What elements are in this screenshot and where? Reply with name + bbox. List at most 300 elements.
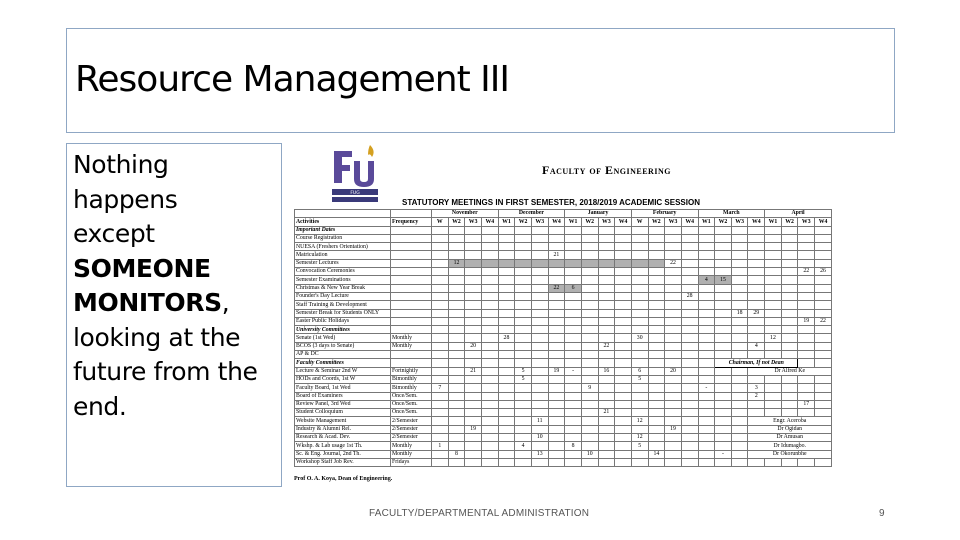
week-cell bbox=[781, 458, 798, 466]
week-cell bbox=[481, 409, 498, 417]
week-cell bbox=[565, 334, 582, 342]
week-cell bbox=[432, 409, 449, 417]
week-cell bbox=[748, 243, 765, 251]
week-cell bbox=[648, 434, 665, 442]
week-cell bbox=[465, 384, 482, 392]
week-cell bbox=[565, 243, 582, 251]
week-cell bbox=[681, 392, 698, 400]
week-cell bbox=[631, 317, 648, 325]
week-cell bbox=[448, 409, 465, 417]
week-cell bbox=[548, 351, 565, 359]
week-cell bbox=[565, 400, 582, 408]
week-cell bbox=[615, 243, 632, 251]
week-cell bbox=[715, 317, 732, 325]
week-header: W2 bbox=[648, 218, 665, 226]
week-cell bbox=[815, 384, 832, 392]
week-cell bbox=[765, 259, 782, 267]
week-cell bbox=[665, 301, 682, 309]
week-cell bbox=[565, 342, 582, 350]
week-cell bbox=[698, 442, 715, 450]
week-cell bbox=[665, 326, 682, 334]
week-cell bbox=[665, 317, 682, 325]
week-cell bbox=[481, 243, 498, 251]
week-cell bbox=[481, 342, 498, 350]
week-cell bbox=[465, 317, 482, 325]
week-cell bbox=[432, 317, 449, 325]
week-header: W1 bbox=[565, 218, 582, 226]
week-cell bbox=[481, 334, 498, 342]
frequency-cell bbox=[391, 234, 432, 242]
week-cell bbox=[565, 409, 582, 417]
week-cell bbox=[765, 284, 782, 292]
week-cell bbox=[798, 259, 815, 267]
table-row bbox=[295, 384, 832, 392]
activity-cell: Board of Examiners bbox=[295, 392, 391, 400]
week-cell: 21 bbox=[548, 251, 565, 259]
week-cell bbox=[531, 392, 548, 400]
week-cell bbox=[748, 301, 765, 309]
slide-number: 9 bbox=[879, 508, 885, 519]
week-cell bbox=[781, 251, 798, 259]
week-cell bbox=[448, 458, 465, 466]
week-cell bbox=[731, 301, 748, 309]
week-cell bbox=[698, 234, 715, 242]
signoff: Prof O. A. Koya, Dean of Engineering. bbox=[294, 476, 393, 482]
week-cell bbox=[815, 251, 832, 259]
week-cell bbox=[548, 243, 565, 251]
week-cell bbox=[548, 375, 565, 383]
week-cell bbox=[665, 351, 682, 359]
week-cell bbox=[615, 226, 632, 234]
week-cell bbox=[648, 342, 665, 350]
slide-footer: FACULTY/DEPARTMENTAL ADMINISTRATION bbox=[369, 508, 590, 519]
frequency-cell: Monthly bbox=[391, 342, 432, 350]
week-cell bbox=[715, 326, 732, 334]
week-cell bbox=[615, 259, 632, 267]
week-cell bbox=[715, 417, 732, 425]
week-cell bbox=[465, 292, 482, 300]
week-cell bbox=[648, 375, 665, 383]
week-cell bbox=[698, 359, 715, 367]
week-cell bbox=[698, 375, 715, 383]
week-cell bbox=[748, 400, 765, 408]
week-cell bbox=[781, 342, 798, 350]
week-header: W1 bbox=[765, 218, 782, 226]
week-cell bbox=[448, 417, 465, 425]
week-cell bbox=[531, 234, 548, 242]
week-cell bbox=[565, 375, 582, 383]
week-cell bbox=[531, 334, 548, 342]
week-cell bbox=[465, 359, 482, 367]
week-cell bbox=[631, 309, 648, 317]
body-line-bold bbox=[73, 252, 275, 287]
table-row bbox=[295, 409, 832, 417]
week-cell bbox=[515, 434, 532, 442]
week-cell bbox=[548, 458, 565, 466]
week-cell bbox=[448, 359, 465, 367]
week-cell bbox=[765, 317, 782, 325]
week-cell bbox=[798, 351, 815, 359]
week-cell bbox=[465, 301, 482, 309]
week-cell bbox=[448, 425, 465, 433]
week-cell bbox=[781, 317, 798, 325]
week-cell bbox=[581, 243, 598, 251]
week-cell bbox=[565, 417, 582, 425]
week-header: W4 bbox=[681, 218, 698, 226]
frequency-cell bbox=[391, 268, 432, 276]
week-cell bbox=[648, 384, 665, 392]
week-cell bbox=[432, 309, 449, 317]
week-cell bbox=[665, 409, 682, 417]
week-cell bbox=[615, 292, 632, 300]
week-header: W3 bbox=[598, 218, 615, 226]
week-cell bbox=[615, 434, 632, 442]
week-cell bbox=[798, 309, 815, 317]
week-cell bbox=[815, 234, 832, 242]
week-cell bbox=[531, 425, 548, 433]
week-cell bbox=[615, 359, 632, 367]
comma: , bbox=[221, 288, 230, 317]
week-cell bbox=[498, 259, 515, 267]
week-cell bbox=[631, 284, 648, 292]
week-cell bbox=[781, 301, 798, 309]
week-cell bbox=[615, 450, 632, 458]
week-cell bbox=[781, 234, 798, 242]
week-header: W4 bbox=[815, 218, 832, 226]
week-cell bbox=[498, 425, 515, 433]
week-cell bbox=[698, 392, 715, 400]
week-cell bbox=[731, 450, 748, 458]
week-cell bbox=[432, 334, 449, 342]
week-cell bbox=[798, 409, 815, 417]
week-cell bbox=[581, 234, 598, 242]
week-cell bbox=[448, 226, 465, 234]
week-cell bbox=[681, 409, 698, 417]
week-header: W2 bbox=[448, 218, 465, 226]
week-cell bbox=[598, 268, 615, 276]
week-cell bbox=[548, 234, 565, 242]
activity-cell: AP & DC bbox=[295, 351, 391, 359]
week-cell bbox=[432, 292, 449, 300]
week-cell bbox=[498, 309, 515, 317]
frequency-cell bbox=[391, 301, 432, 309]
week-cell bbox=[748, 317, 765, 325]
week-cell bbox=[465, 450, 482, 458]
week-cell bbox=[648, 292, 665, 300]
week-cell bbox=[631, 392, 648, 400]
week-cell: 22 bbox=[598, 342, 615, 350]
body-line: end. bbox=[73, 391, 127, 421]
frequency-cell: Monthly bbox=[391, 450, 432, 458]
week-cell bbox=[498, 326, 515, 334]
week-cell bbox=[548, 392, 565, 400]
svg-text:FUG: FUG bbox=[350, 190, 360, 196]
week-cell bbox=[731, 234, 748, 242]
activity-cell: Lecture & Seminar 2nd W bbox=[295, 367, 391, 375]
week-cell bbox=[698, 400, 715, 408]
week-cell bbox=[615, 342, 632, 350]
week-cell: 19 bbox=[548, 367, 565, 375]
week-cell bbox=[698, 367, 715, 375]
week-cell bbox=[515, 226, 532, 234]
table-row bbox=[295, 334, 832, 342]
week-cell: 4 bbox=[515, 442, 532, 450]
week-cell: 22 bbox=[665, 259, 682, 267]
week-cell bbox=[498, 359, 515, 367]
week-cell bbox=[598, 417, 615, 425]
week-cell: Dr Ogidan bbox=[748, 425, 832, 433]
week-cell bbox=[748, 326, 765, 334]
week-cell bbox=[798, 384, 815, 392]
week-cell bbox=[781, 309, 798, 317]
week-cell bbox=[531, 292, 548, 300]
week-cell bbox=[648, 417, 665, 425]
week-cell bbox=[681, 450, 698, 458]
week-cell bbox=[798, 284, 815, 292]
week-cell bbox=[565, 425, 582, 433]
week-cell bbox=[631, 259, 648, 267]
week-cell bbox=[598, 317, 615, 325]
week-cell bbox=[731, 342, 748, 350]
week-cell bbox=[681, 417, 698, 425]
table-row bbox=[295, 400, 832, 408]
frequency-cell: Once/Sem. bbox=[391, 392, 432, 400]
table-row bbox=[295, 234, 832, 242]
table-row bbox=[295, 326, 832, 334]
emphasis-someone: SOMEONE bbox=[73, 253, 211, 283]
week-cell bbox=[798, 458, 815, 466]
week-cell bbox=[731, 351, 748, 359]
table-row bbox=[295, 392, 832, 400]
activity-cell: Student Colloquium bbox=[295, 409, 391, 417]
frequency-cell: Once/Sem. bbox=[391, 400, 432, 408]
week-cell bbox=[581, 309, 598, 317]
week-cell bbox=[498, 284, 515, 292]
table-row bbox=[295, 284, 832, 292]
week-header: W4 bbox=[748, 218, 765, 226]
table-row bbox=[295, 317, 832, 325]
week-cell: 22 bbox=[815, 317, 832, 325]
week-cell: 1 bbox=[432, 442, 449, 450]
body-line-bold bbox=[73, 286, 275, 321]
week-cell bbox=[698, 417, 715, 425]
week-cell bbox=[498, 409, 515, 417]
week-cell bbox=[432, 400, 449, 408]
week-cell bbox=[781, 276, 798, 284]
week-cell: 8 bbox=[448, 450, 465, 458]
week-cell bbox=[715, 442, 732, 450]
week-cell bbox=[781, 292, 798, 300]
week-cell bbox=[598, 458, 615, 466]
week-cell bbox=[498, 392, 515, 400]
week-cell: 4 bbox=[748, 342, 765, 350]
week-cell bbox=[531, 375, 548, 383]
week-cell bbox=[681, 342, 698, 350]
week-cell bbox=[765, 384, 782, 392]
week-cell bbox=[465, 434, 482, 442]
week-cell: 6 bbox=[565, 284, 582, 292]
week-cell bbox=[481, 226, 498, 234]
week-cell bbox=[498, 384, 515, 392]
week-header: W4 bbox=[481, 218, 498, 226]
week-cell bbox=[781, 392, 798, 400]
week-cell bbox=[698, 301, 715, 309]
week-cell bbox=[465, 442, 482, 450]
week-cell bbox=[598, 434, 615, 442]
week-cell bbox=[598, 259, 615, 267]
week-cell bbox=[498, 375, 515, 383]
week-cell bbox=[698, 292, 715, 300]
week-cell bbox=[765, 409, 782, 417]
week-cell bbox=[481, 359, 498, 367]
month-header-row bbox=[295, 210, 832, 218]
week-cell bbox=[432, 351, 449, 359]
week-cell: 14 bbox=[648, 450, 665, 458]
week-cell bbox=[715, 351, 732, 359]
week-cell bbox=[648, 442, 665, 450]
week-cell bbox=[515, 359, 532, 367]
week-cell bbox=[815, 326, 832, 334]
body-line: future from the bbox=[73, 357, 258, 386]
week-cell bbox=[515, 234, 532, 242]
week-cell bbox=[465, 226, 482, 234]
week-cell bbox=[681, 326, 698, 334]
week-cell bbox=[581, 342, 598, 350]
week-cell bbox=[515, 392, 532, 400]
week-cell bbox=[815, 351, 832, 359]
week-cell bbox=[681, 309, 698, 317]
week-cell bbox=[681, 384, 698, 392]
week-cell bbox=[598, 425, 615, 433]
week-cell bbox=[448, 309, 465, 317]
week-cell bbox=[481, 425, 498, 433]
week-cell bbox=[548, 450, 565, 458]
week-cell bbox=[748, 284, 765, 292]
week-cell bbox=[515, 268, 532, 276]
week-cell bbox=[781, 409, 798, 417]
week-cell bbox=[815, 309, 832, 317]
week-cell bbox=[481, 375, 498, 383]
week-cell bbox=[531, 458, 548, 466]
week-cell bbox=[665, 417, 682, 425]
week-cell bbox=[565, 309, 582, 317]
week-cell bbox=[481, 417, 498, 425]
week-cell bbox=[765, 326, 782, 334]
week-cell bbox=[698, 284, 715, 292]
month-header: December bbox=[498, 210, 565, 218]
week-cell bbox=[465, 234, 482, 242]
week-header: W2 bbox=[581, 218, 598, 226]
activity-cell: Christmas & New Year Break bbox=[295, 284, 391, 292]
week-cell bbox=[565, 326, 582, 334]
week-cell bbox=[565, 226, 582, 234]
week-cell bbox=[765, 234, 782, 242]
week-cell bbox=[715, 367, 732, 375]
week-cell bbox=[565, 450, 582, 458]
week-cell bbox=[715, 392, 732, 400]
week-cell bbox=[448, 384, 465, 392]
week-cell bbox=[615, 384, 632, 392]
week-cell bbox=[531, 367, 548, 375]
week-cell bbox=[481, 458, 498, 466]
week-header: W3 bbox=[798, 218, 815, 226]
week-cell bbox=[631, 400, 648, 408]
week-cell bbox=[548, 442, 565, 450]
week-cell bbox=[515, 309, 532, 317]
week-cell bbox=[481, 351, 498, 359]
week-cell bbox=[498, 243, 515, 251]
week-cell bbox=[448, 276, 465, 284]
week-cell bbox=[748, 334, 765, 342]
week-cell bbox=[498, 458, 515, 466]
week-cell bbox=[765, 400, 782, 408]
week-cell bbox=[798, 276, 815, 284]
table-row bbox=[295, 226, 832, 234]
week-cell: Dr Okorunbhe bbox=[748, 450, 832, 458]
week-cell bbox=[548, 326, 565, 334]
week-cell bbox=[781, 351, 798, 359]
week-cell: 5 bbox=[631, 442, 648, 450]
week-cell bbox=[748, 234, 765, 242]
activity-cell: Research & Acad. Dev. bbox=[295, 434, 391, 442]
week-cell bbox=[648, 234, 665, 242]
week-cell bbox=[631, 450, 648, 458]
week-cell bbox=[665, 268, 682, 276]
week-cell bbox=[731, 367, 748, 375]
week-cell bbox=[681, 359, 698, 367]
week-cell: 12 bbox=[765, 334, 782, 342]
week-cell bbox=[815, 392, 832, 400]
week-cell bbox=[548, 342, 565, 350]
frequency-cell: Bimonthly bbox=[391, 384, 432, 392]
week-cell bbox=[765, 276, 782, 284]
week-cell bbox=[598, 334, 615, 342]
frequency-cell: Bimonthly bbox=[391, 375, 432, 383]
week-cell bbox=[465, 417, 482, 425]
week-cell bbox=[548, 425, 565, 433]
week-cell: Dr Amusan bbox=[748, 434, 832, 442]
week-cell bbox=[665, 284, 682, 292]
week-cell bbox=[781, 400, 798, 408]
week-cell bbox=[598, 234, 615, 242]
title-placeholder bbox=[66, 28, 895, 133]
frequency-cell: Once/Sem. bbox=[391, 409, 432, 417]
week-cell bbox=[781, 259, 798, 267]
week-cell bbox=[448, 375, 465, 383]
week-cell bbox=[815, 284, 832, 292]
week-cell bbox=[815, 400, 832, 408]
week-cell bbox=[432, 450, 449, 458]
week-cell bbox=[515, 326, 532, 334]
activity-cell: Easter Public Holidays bbox=[295, 317, 391, 325]
week-header: W2 bbox=[515, 218, 532, 226]
week-cell bbox=[665, 375, 682, 383]
week-cell bbox=[531, 400, 548, 408]
week-cell bbox=[781, 384, 798, 392]
week-cell bbox=[465, 284, 482, 292]
week-cell bbox=[515, 317, 532, 325]
week-cell bbox=[465, 392, 482, 400]
slide-title: Resource Management III bbox=[75, 59, 509, 100]
week-cell bbox=[448, 342, 465, 350]
week-cell bbox=[448, 434, 465, 442]
frequency-cell: Monthly bbox=[391, 334, 432, 342]
week-cell bbox=[481, 309, 498, 317]
week-cell: 7 bbox=[432, 384, 449, 392]
meeting-calendar-table bbox=[294, 209, 832, 467]
week-cell bbox=[631, 425, 648, 433]
week-cell bbox=[698, 425, 715, 433]
